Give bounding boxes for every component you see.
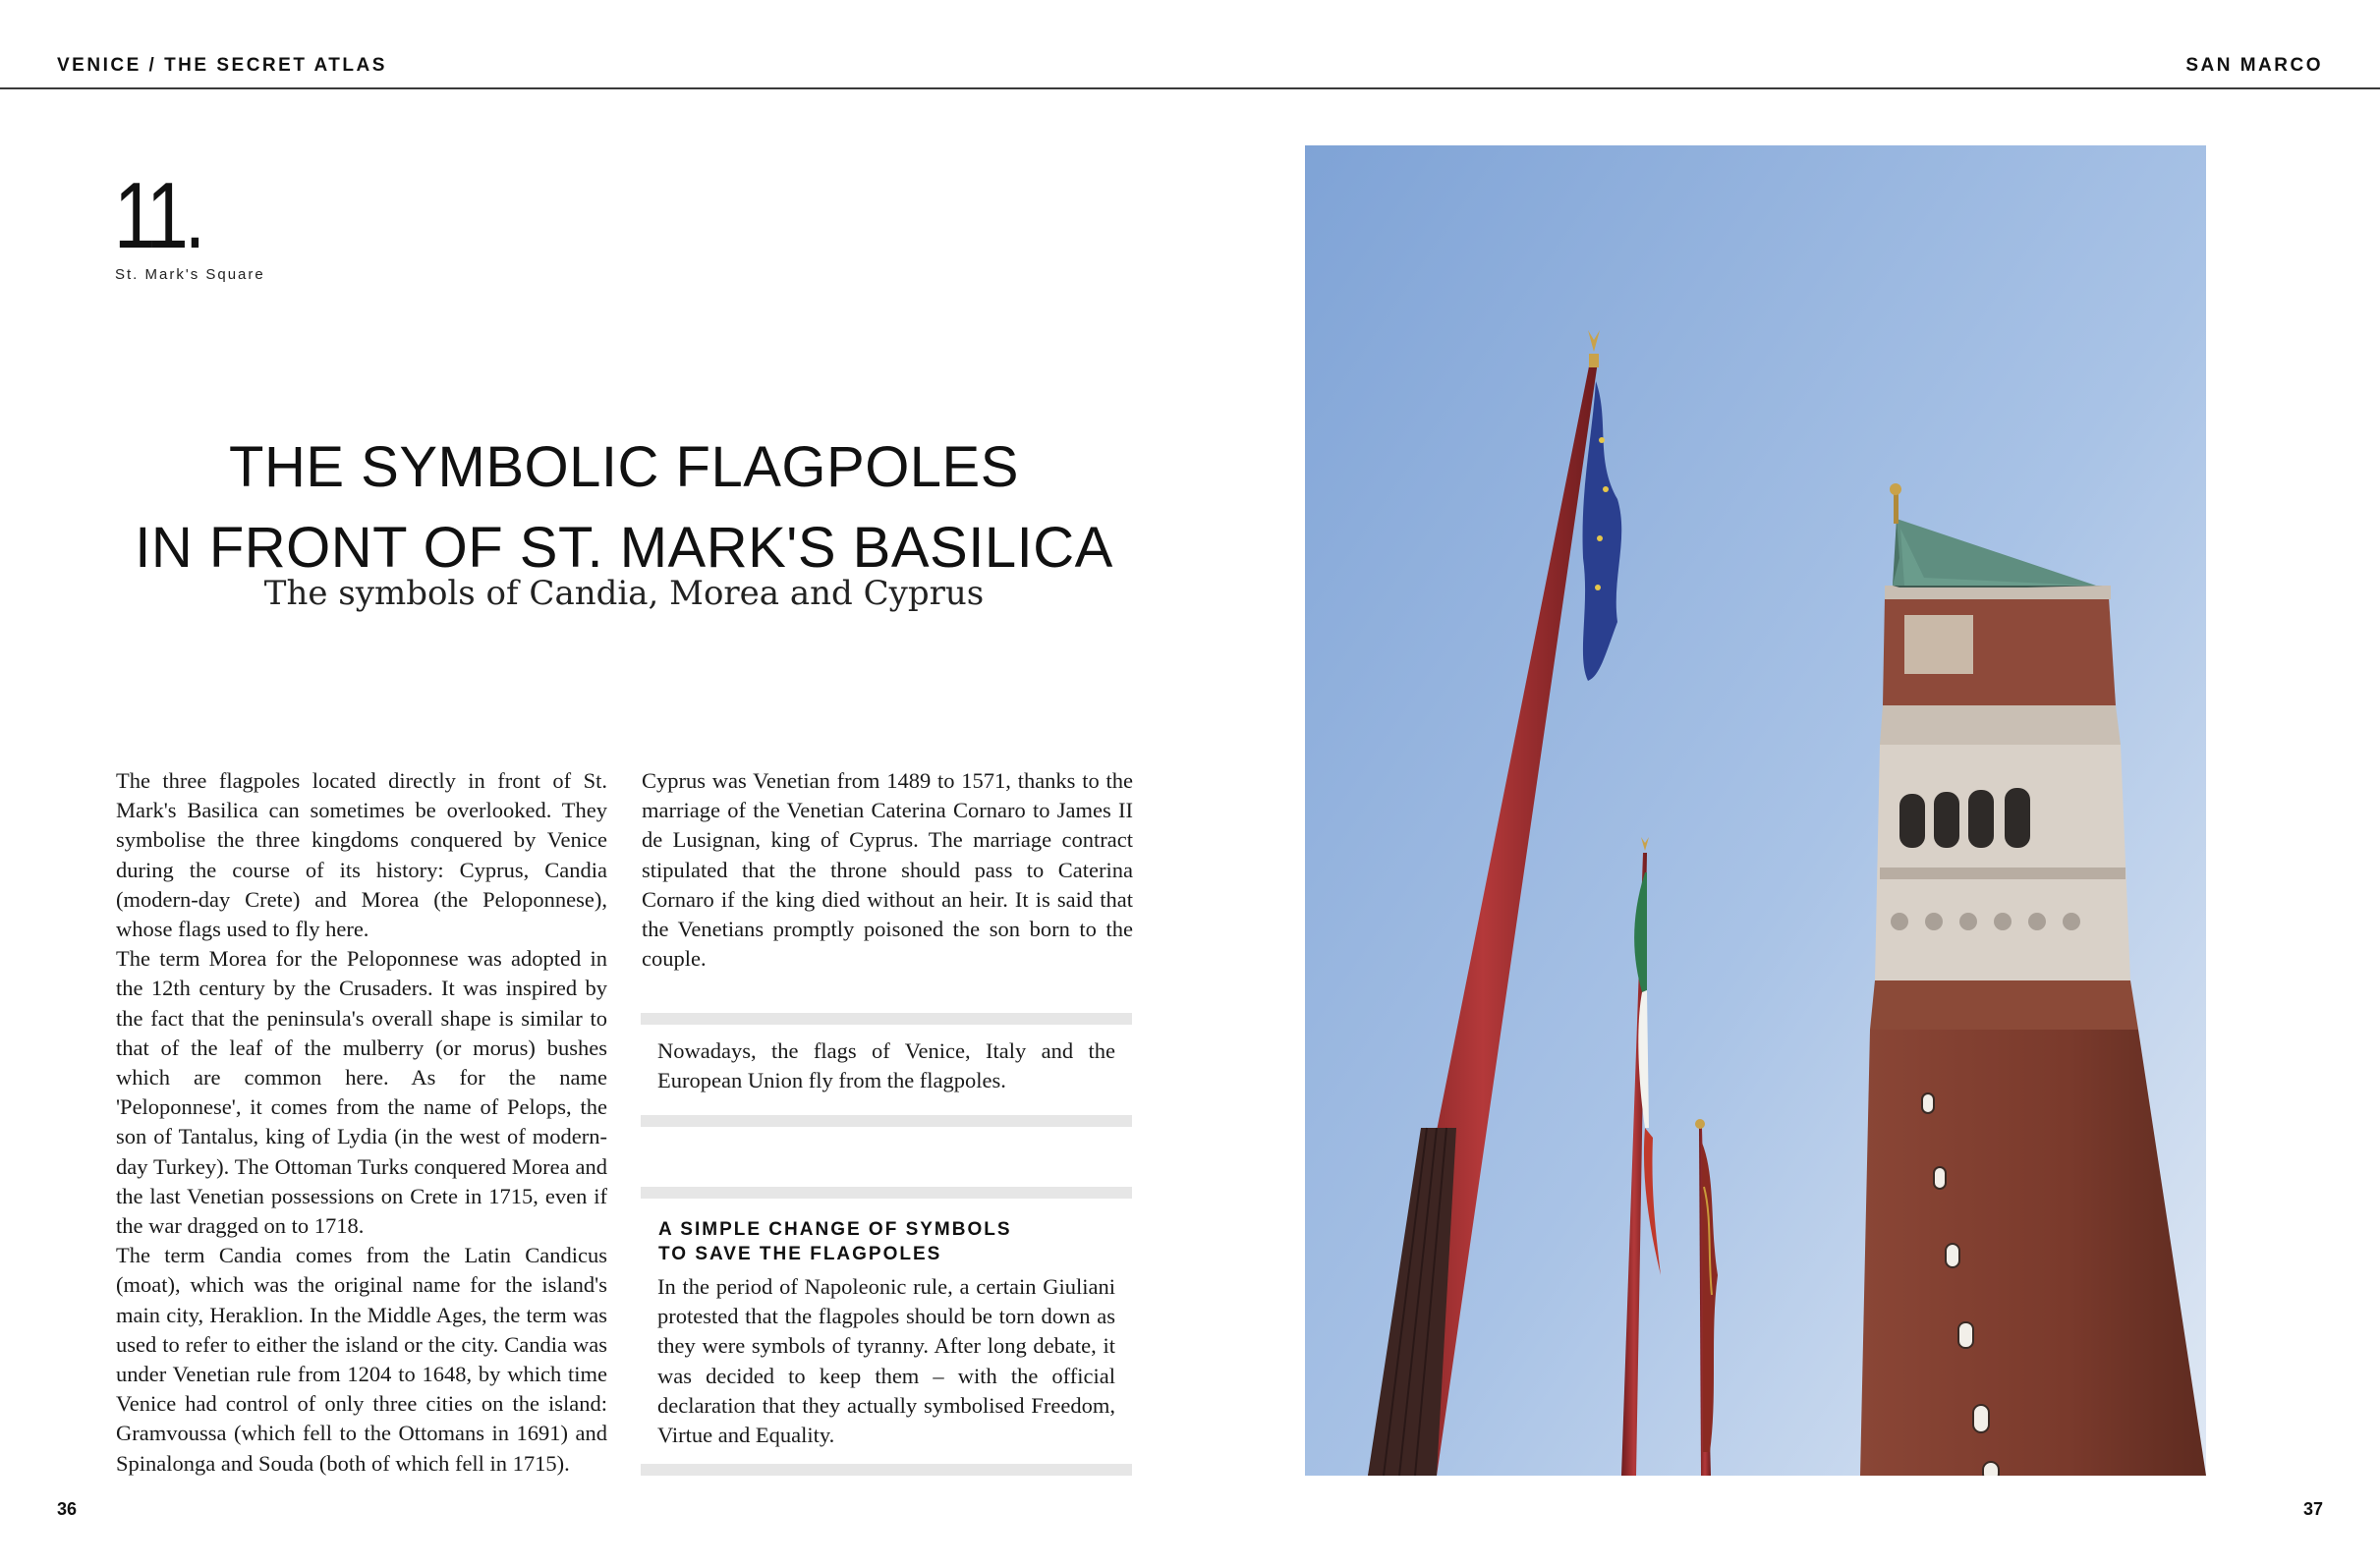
running-head-left: VENICE / THE SECRET ATLAS	[57, 55, 387, 76]
sidebar-box-top-bar	[641, 1187, 1132, 1199]
note-box-bottom-bar	[641, 1115, 1132, 1127]
sidebar-text: In the period of Napoleonic rule, a certain Giuliani protested that the flagpoles should be torn down as they were symbols of tyranny. After long debate, it was decided to keep them – with the official declaration that they actually symbolised Freedom, Virtue and Equality.	[657, 1274, 1115, 1448]
entry-location: St. Mark's Square	[115, 266, 265, 283]
entry-number: 11.	[114, 163, 202, 268]
article-subtitle: The symbols of Candia, Morea and Cyprus	[263, 574, 985, 613]
paragraph: Cyprus was Venetian from 1489 to 1571, thanks to the marriage of the Venetian Caterina Cornaro to James II de Lusignan, king of Cyprus. The marriage contract stipulated that the throne should pass to Caterina Cornaro if the king died without an heir. It is said that the Venetians promptly poisoned the son born to the couple.	[642, 768, 1133, 972]
title-line-2: IN FRONT OF ST. MARK'S BASILICA	[135, 516, 1113, 580]
note-box-text: Nowadays, the flags of Venice, Italy and the European Union fly from the flagpoles.	[657, 1038, 1115, 1093]
paragraph: The term Morea for the Peloponnese was adopted in the 12th century by the Crusaders. It was inspired by the fact that the peninsula's overall shape is similar to that of the leaf of the mulberry (or morus) bushes which are common here. As for the name 'Peloponnese', it comes from the name of Pelops, the son of Tantalus, king of Lydia (in the west of modern-day Turkey). The Ottoman Turks conquered Morea and the last Venetian possessions on Crete in 1715, even if the war dragged on to 1718.	[116, 946, 607, 1239]
page-number-left: 36	[57, 1499, 78, 1519]
header-rule	[0, 87, 2380, 89]
paragraph: The term Candia comes from the Latin Candicus (moat), which was the original name for the island's main city, Heraklion. In the Middle Ages, the term was used to refer to either the island or the city. Candia was under Venetian rule from 1204 to 1648, by which time Venice had control of only three cities on the island: Gramvoussa (which fell to the Ottomans in 1691) and Spinalonga and Souda (both of which fell in 1715).	[116, 1243, 607, 1476]
photo-flagpoles-campanile	[1305, 145, 2206, 1476]
body-column-2	[642, 766, 1133, 974]
running-head-right: SAN MARCO	[2185, 55, 2323, 76]
body-column-1	[116, 766, 607, 1479]
paragraph: The three flagpoles located directly in front of St. Mark's Basilica can sometimes be overlooked. They symbolise the three kingdoms conquered by Venice during the course of its history: Cyprus, Candia (modern-day Crete) and Morea (the Peloponnese), whose flags used to fly here.	[116, 768, 607, 942]
title-line-1: THE SYMBOLIC FLAGPOLES	[229, 435, 1019, 499]
sidebar-heading	[658, 1217, 1116, 1266]
page-number-right: 37	[2302, 1499, 2323, 1519]
photo-illustration	[1305, 145, 2206, 1476]
sidebar-box-bottom-bar	[641, 1464, 1132, 1476]
article-title	[59, 427, 1189, 588]
sidebar-heading-line-1: A SIMPLE CHANGE OF SYMBOLS	[658, 1219, 1012, 1240]
sidebar-heading-line-2: TO SAVE THE FLAGPOLES	[658, 1244, 942, 1264]
note-box-top-bar	[641, 1013, 1132, 1025]
